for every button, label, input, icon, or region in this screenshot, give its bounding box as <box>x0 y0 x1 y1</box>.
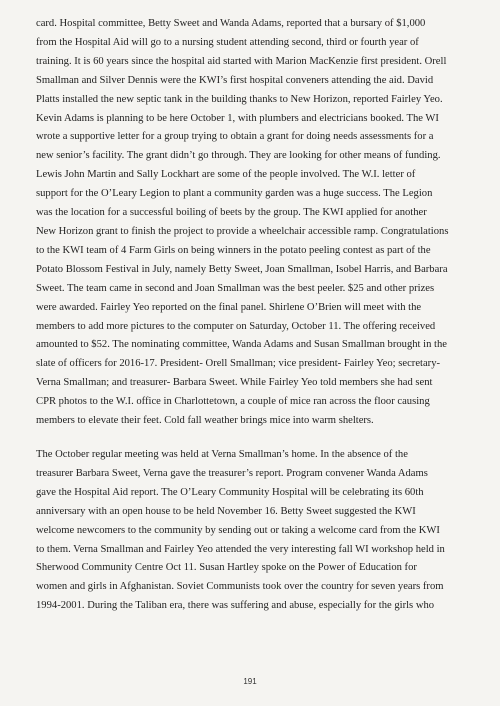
text-line: was the location for a successful boiling of beets by the group. The KWI applied for another <box>36 207 427 219</box>
text-line: were awarded. Fairley Yeo reported on the final panel. Shirlene O’Brien will meet with the <box>36 301 422 313</box>
text-line: Smallman and Silver Dennis were the KWI’s first hospital conveners attending the aid. David <box>36 74 434 86</box>
text-line: wrote a supportive letter for a group trying to obtain a grant for doing needs assessments for a <box>36 131 434 143</box>
text-line: Sweet. The team came in second and Joan Smallman was the best peeler. $25 and other prizes <box>36 282 435 294</box>
text-line: amounted to $52. The nominating committee, Wanda Adams and Susan Smallman brought in the <box>36 339 447 351</box>
text-line: support for the O’Leary Legion to plant a community garden was a huge success. The Legion <box>36 188 433 200</box>
text-line: Lewis John Martin and Sally Lockhart are some of the people involved. The W.I. letter of <box>36 169 416 181</box>
text-line: Sherwood Community Centre Oct 11. Susan Hartley spoke on the Power of Education for <box>36 562 417 574</box>
text-line: gave the Hospital Aid report. The O’Leary Community Hospital will be celebrating its 60th <box>36 486 424 498</box>
text-line: CPR photos to the W.I. office in Charlottetown, a couple of mice ran across the floor causing <box>36 396 430 408</box>
text-line: members to elevate their feet. Cold fall weather brings mice into warm shelters. <box>36 415 374 427</box>
text-line: training. It is 60 years since the hospital aid started with Marion MacKenzie first president. Orell <box>36 55 447 67</box>
text-line: slate of officers for 2016-17. President- Orell Smallman; vice president- Fairley Yeo; secretary- <box>36 358 441 370</box>
text-line: Kevin Adams is planning to be here October 1, with plumbers and electricians booked. The WI <box>36 112 439 124</box>
text-line: welcome newcomers to the community by sending out or taking a welcome card from the KWI <box>36 524 440 536</box>
page-number: 191 <box>243 677 257 686</box>
text-line: Platts installed the new septic tank in the building thanks to New Horizon, reported Fairley Yeo. <box>36 93 443 105</box>
text-line: from the Hospital Aid will go to a nursing student attending second, third or fourth year of <box>36 36 419 48</box>
text-line: 1994-2001. During the Taliban era, there was suffering and abuse, especially for the girls who <box>36 600 435 612</box>
text-line: to them. Verna Smallman and Fairley Yeo attended the very interesting fall WI workshop held in <box>36 543 445 555</box>
text-line: women and girls in Afghanistan. Soviet Communists took over the country for seven years from <box>36 581 444 593</box>
text-line: to the KWI team of 4 Farm Girls on being winners in the potato peeling contest as part of the <box>36 244 431 256</box>
text-line: anniversary with an open house to be held November 16. Betty Sweet suggested the KWI <box>36 505 416 517</box>
text-line: card. Hospital committee, Betty Sweet and Wanda Adams, reported that a bursary of $1,000 <box>36 18 426 29</box>
text-line: Potato Blossom Festival in July, namely Betty Sweet, Joan Smallman, Isobel Harris, and Barbara <box>36 263 448 275</box>
text-line: new senior’s facility. The grant didn’t go through. They are looking for other means of funding. <box>36 150 441 162</box>
text-line: The October regular meeting was held at Verna Smallman’s home. In the absence of the <box>36 449 408 460</box>
text-line: Verna Smallman; and treasurer- Barbara Sweet. While Fairley Yeo told members she had sent <box>36 377 433 389</box>
text-line: members to add more pictures to the computer on Saturday, October 11. The offering received <box>36 320 436 332</box>
paragraph-1 <box>36 15 466 431</box>
text-line: New Horizon grant to finish the project to provide a wheelchair accessible ramp. Congratulations <box>36 225 449 237</box>
text-line: treasurer Barbara Sweet, Verna gave the treasurer’s report. Program convener Wanda Adams <box>36 467 428 479</box>
paragraph-2 <box>36 446 466 616</box>
